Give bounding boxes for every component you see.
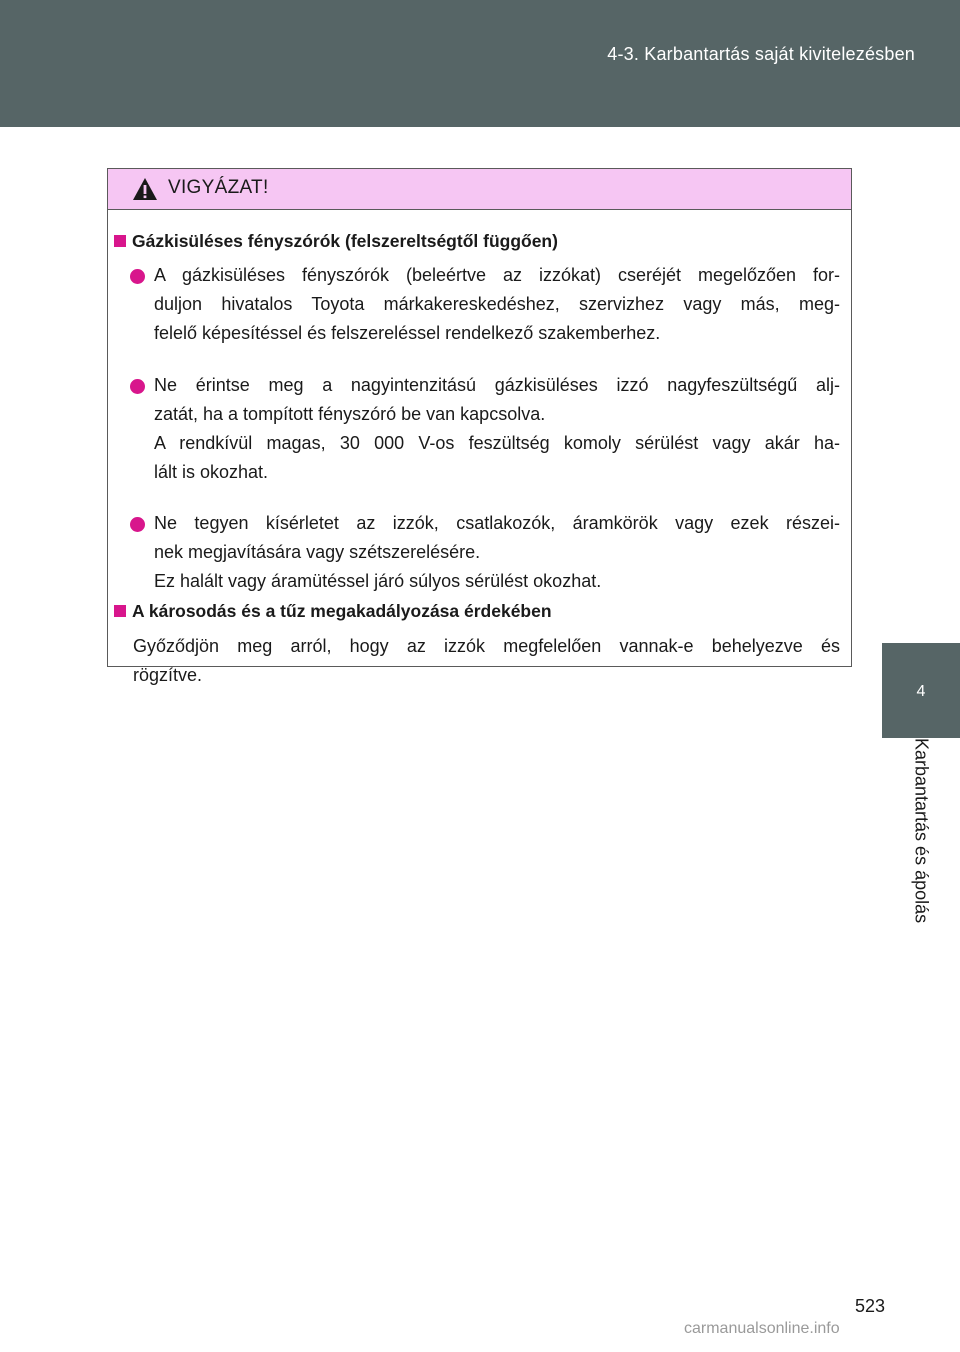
list-item: A gázkisüléses fényszórók (beleértve az izzókat) cseréjét megelőzően for- duljon hivatalos Toyota márkakereskedéshez, szervizhez vagy más, meg- felelő képesítéssel és felszereléssel rendelkező szakemberhez. (154, 265, 840, 343)
chapter-title: Karbantartás és ápolás (911, 738, 932, 924)
list-item: Ne tegyen kísérletet az izzók, csatlakozók, áramkörök vagy ezek részei- nek megjavítására vagy szétszerelésére. Ez halált vagy áramütéssel járó súlyos sérülést okozhat. (154, 513, 840, 591)
section-heading: Gázkisüléses fényszórók (felszereltségtől függően) (114, 231, 558, 252)
section-text: Győződjön meg arról, hogy az izzók megfelelően vannak-e behelyezve és rögzítve. (133, 636, 840, 685)
warning-triangle-icon (132, 177, 158, 201)
circle-bullet-icon (130, 267, 148, 285)
warning-box (107, 168, 852, 685)
page-number: 523 (854, 1296, 885, 1316)
watermark: carmanualsonline.info (684, 1320, 840, 1337)
section-title: 4-3. Karbantartás saját kivitelezésben (607, 44, 915, 64)
circle-bullet-icon (130, 377, 148, 395)
warning-header (108, 169, 851, 210)
chapter-tab-label (882, 738, 960, 968)
square-bullet-icon (114, 235, 126, 247)
chapter-number: 4 (916, 683, 926, 700)
chapter-tab (882, 643, 960, 738)
page-header (0, 0, 960, 127)
list-item: Ne érintse meg a nagyintenzitású gázkisüléses izzó nagyfeszültségű alj- zatát, ha a tompított fényszóró be van kapcsolva. A rendkívül magas, 30 000 V-os feszültség komoly sérülést vagy akár ha- lált is okozhat. (154, 375, 840, 482)
section-heading: A károsodás és a tűz megakadályozása érdekében (114, 601, 552, 622)
circle-bullet-icon (130, 515, 148, 533)
warning-title: VIGYÁZAT! (168, 177, 269, 198)
square-bullet-icon (114, 605, 126, 617)
